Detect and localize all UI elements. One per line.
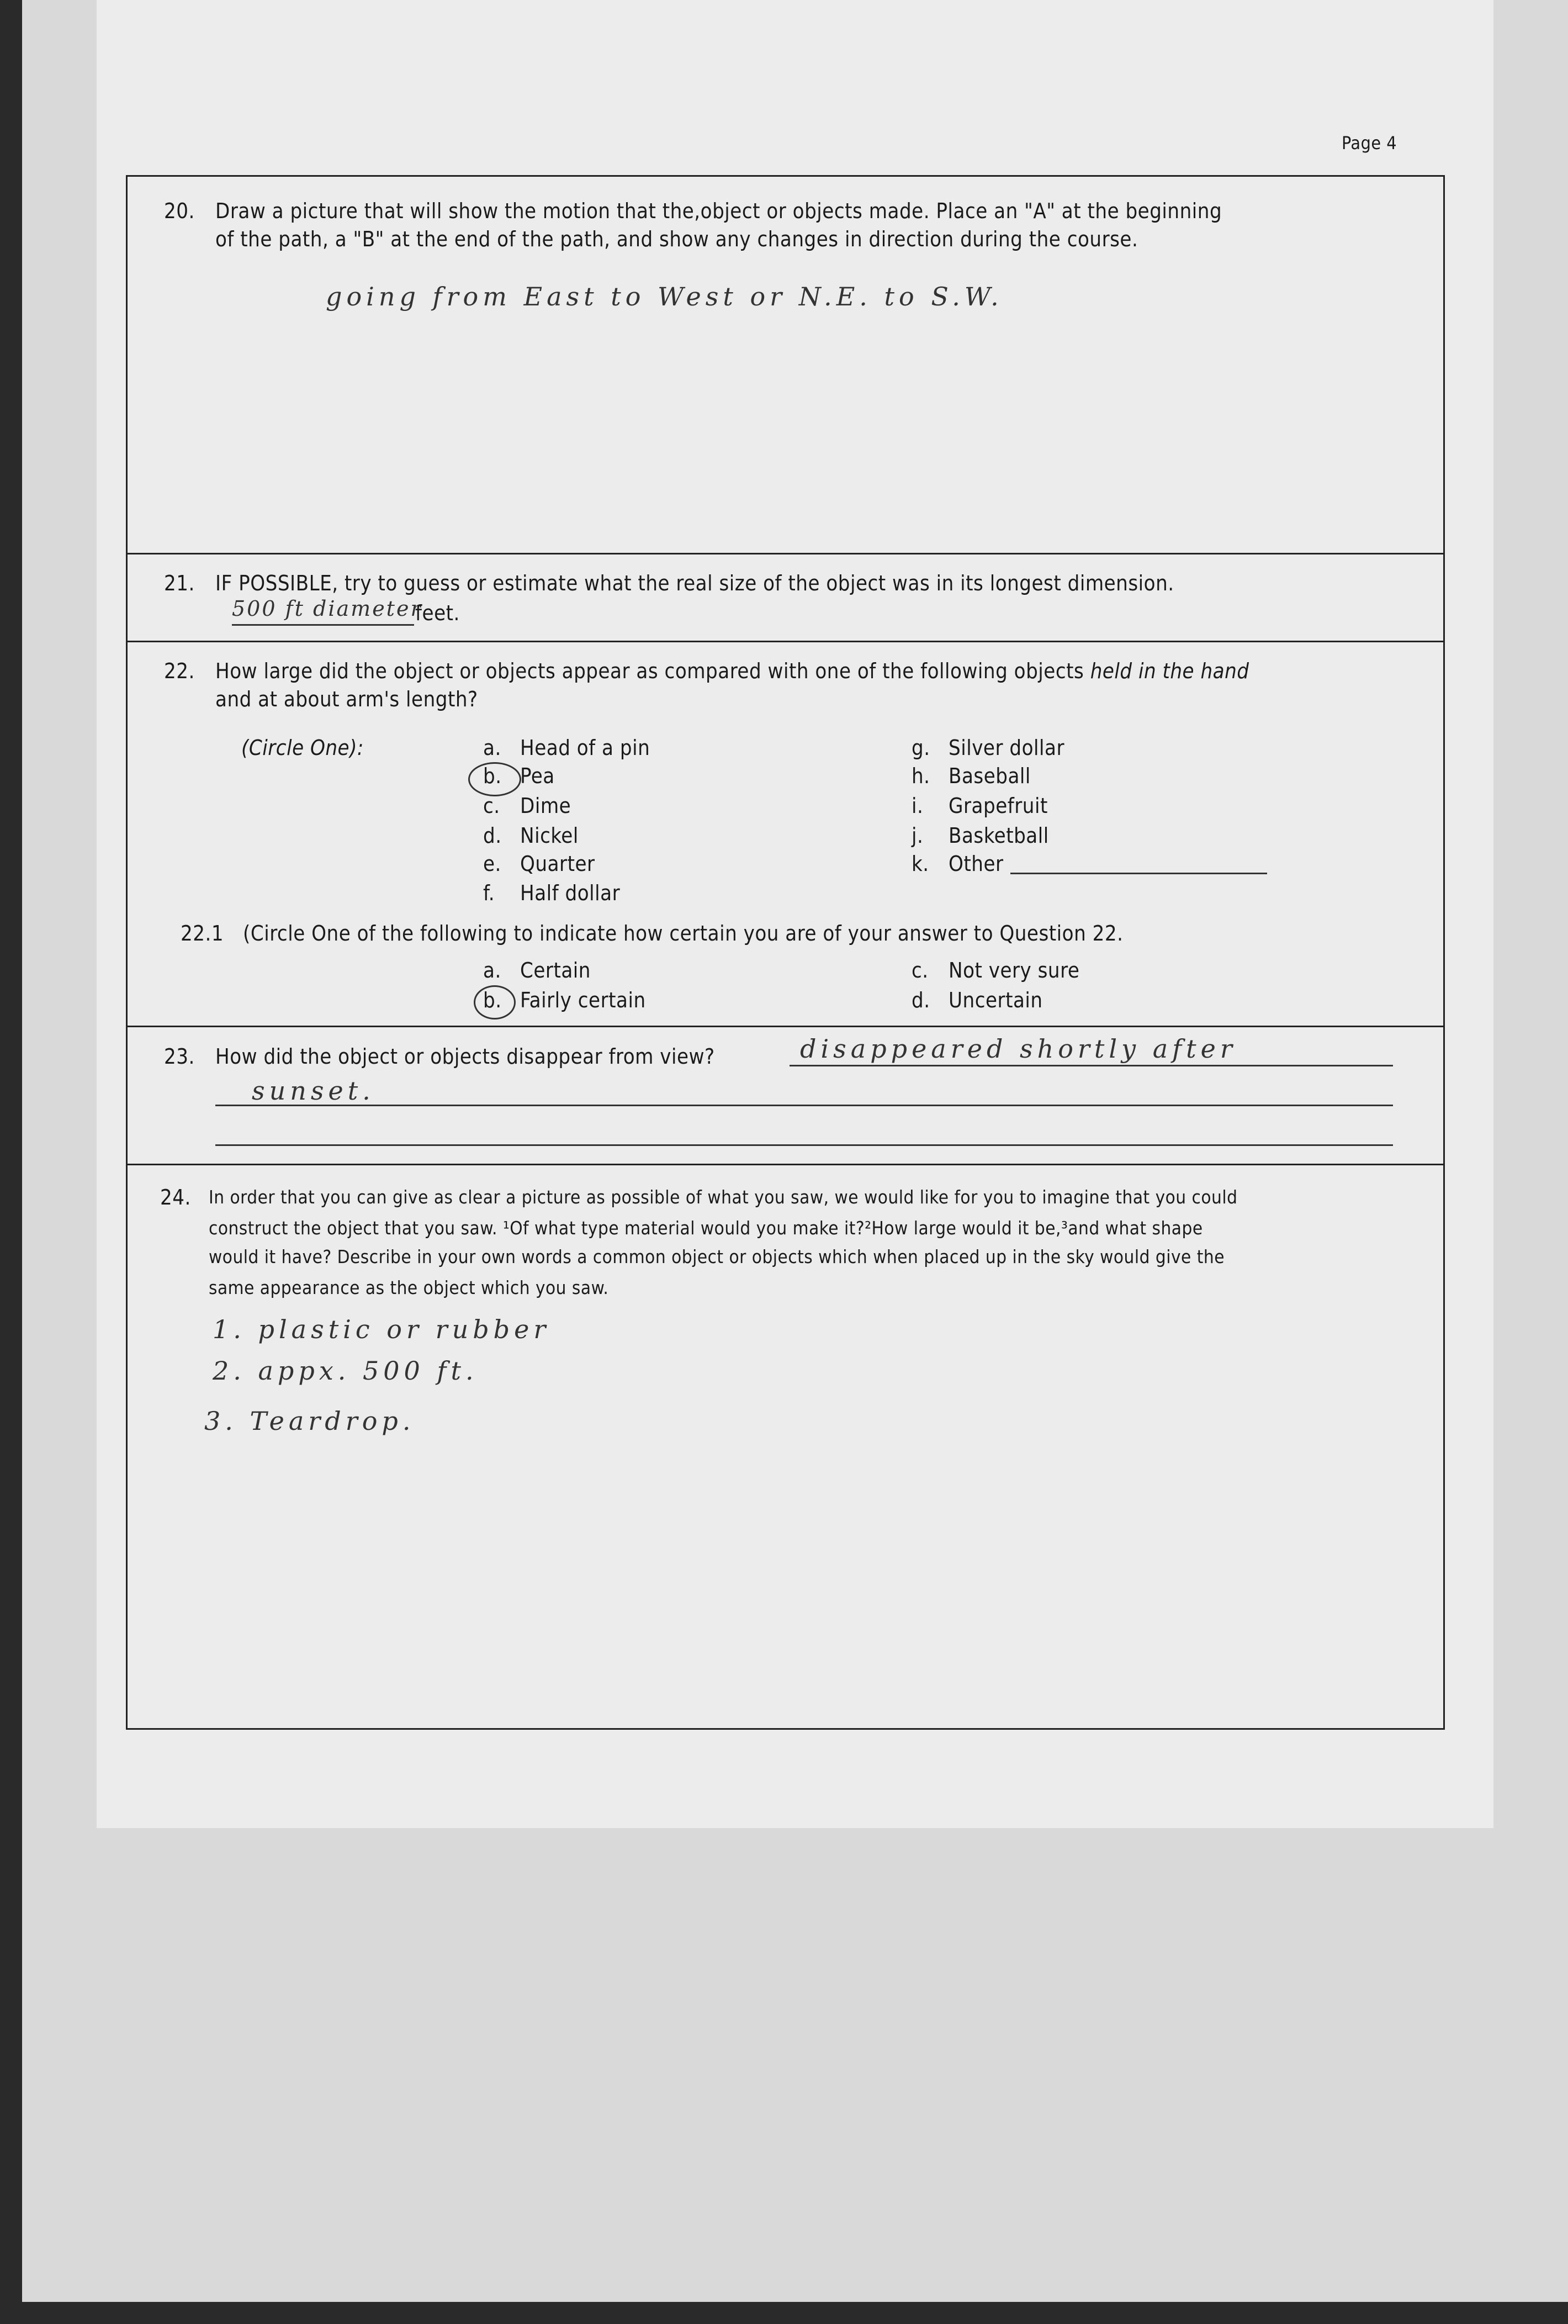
option-label: Basketball xyxy=(949,823,1049,848)
q24-text-line1: In order that you can give as clear a picture as possible of what you saw, we would like for you to imagine that you could xyxy=(209,1186,1238,1208)
option-label: Dime xyxy=(520,794,571,818)
q23-handwritten-answer-line2[interactable]: sunset. xyxy=(252,1076,375,1106)
option-key: g. xyxy=(912,736,930,760)
q24-text-line4: same appearance as the object which you saw. xyxy=(209,1277,609,1298)
q20-number: 20. xyxy=(164,199,195,223)
q22-text: How large did the object or objects appear as compared with one of the following objects xyxy=(215,659,1090,683)
q23-number: 23. xyxy=(164,1044,195,1069)
q22-1-text: (Circle One of the following to indicate how certain you are of your answer to Question 22. xyxy=(243,921,1124,946)
q23-handwritten-answer-line1[interactable]: disappeared shortly after xyxy=(800,1034,1237,1064)
option-label: Fairly certain xyxy=(520,988,646,1012)
option-label: Baseball xyxy=(949,764,1031,788)
q23-text: How did the object or objects disappear from view? xyxy=(215,1044,715,1069)
other-answer-line[interactable] xyxy=(1010,873,1267,874)
option-key: d. xyxy=(912,988,930,1012)
option-label: Pea xyxy=(520,764,555,788)
q20-text-line2: of the path, a "B" at the end of the path, and show any changes in direction during the course. xyxy=(215,227,1138,251)
q21-handwritten-answer[interactable]: 500 ft diameter xyxy=(232,596,422,621)
answer-line xyxy=(215,1144,1393,1146)
option-key: e. xyxy=(483,852,501,876)
option-label: Nickel xyxy=(520,823,579,848)
option-key: a. xyxy=(483,736,501,760)
option-label: Silver dollar xyxy=(949,736,1064,760)
option-key: b. xyxy=(483,988,502,1012)
option-key: d. xyxy=(483,823,502,848)
option-key: i. xyxy=(912,794,924,818)
divider xyxy=(126,1164,1445,1165)
option-key: c. xyxy=(483,794,500,818)
q20-handwritten-answer[interactable]: going from East to West or N.E. to S.W. xyxy=(326,282,1003,311)
option-label: Half dollar xyxy=(520,881,621,905)
option-key: b. xyxy=(483,764,502,788)
q24-handwritten-answer-3[interactable]: 3. Teardrop. xyxy=(204,1406,415,1436)
q22-number: 22. xyxy=(164,659,195,683)
option-label: Head of a pin xyxy=(520,736,650,760)
option-label: Grapefruit xyxy=(949,794,1048,818)
q24-number: 24. xyxy=(160,1185,191,1209)
q22-text-line2: and at about arm's length? xyxy=(215,687,478,711)
option-label: Certain xyxy=(520,958,591,983)
option-label: Not very sure xyxy=(949,958,1080,983)
option-key: c. xyxy=(912,958,929,983)
q24-handwritten-answer-2[interactable]: 2. appx. 500 ft. xyxy=(213,1356,478,1386)
option-key: a. xyxy=(483,958,501,983)
option-label: Other xyxy=(949,852,1004,876)
option-key: j. xyxy=(912,823,924,848)
scan-edge xyxy=(0,0,22,2324)
option-label: Quarter xyxy=(520,852,595,876)
divider xyxy=(126,1026,1445,1027)
scan-edge xyxy=(0,2302,1568,2324)
q24-text-line3: would it have? Describe in your own words a common object or objects which when placed up in the sky would give the xyxy=(209,1246,1225,1267)
q21-number: 21. xyxy=(164,571,195,595)
handwritten-circle-mark xyxy=(468,762,521,796)
divider xyxy=(126,553,1445,554)
q21-suffix: feet. xyxy=(415,601,460,625)
q22-text-line1 xyxy=(215,659,1249,683)
form-frame xyxy=(126,175,1445,1730)
handwritten-circle-mark xyxy=(474,985,516,1020)
q21-answer-line xyxy=(232,624,414,626)
q20-text-line1: Draw a picture that will show the motion that the,object or objects made. Place an "A" at the beginning xyxy=(215,199,1222,223)
q22-1-number: 22.1 xyxy=(181,921,224,946)
q24-handwritten-answer-1[interactable]: 1. plastic or rubber xyxy=(213,1314,550,1344)
option-label: Uncertain xyxy=(949,988,1043,1012)
circle-one-label: (Circle One): xyxy=(241,736,364,760)
divider xyxy=(126,641,1445,642)
answer-line xyxy=(215,1105,1393,1106)
option-key: h. xyxy=(912,764,930,788)
q21-text: IF POSSIBLE, try to guess or estimate what the real size of the object was in its longest dimension. xyxy=(215,571,1174,595)
answer-line xyxy=(790,1065,1393,1066)
page-number: Page 4 xyxy=(1342,133,1397,154)
q24-text-line2: construct the object that you saw. ¹Of what type material would you make it?²How large would it be,³and what shape xyxy=(209,1217,1203,1239)
option-key: f. xyxy=(483,881,495,905)
q22-text-italic: held in the hand xyxy=(1090,659,1249,683)
option-key: k. xyxy=(912,852,929,876)
